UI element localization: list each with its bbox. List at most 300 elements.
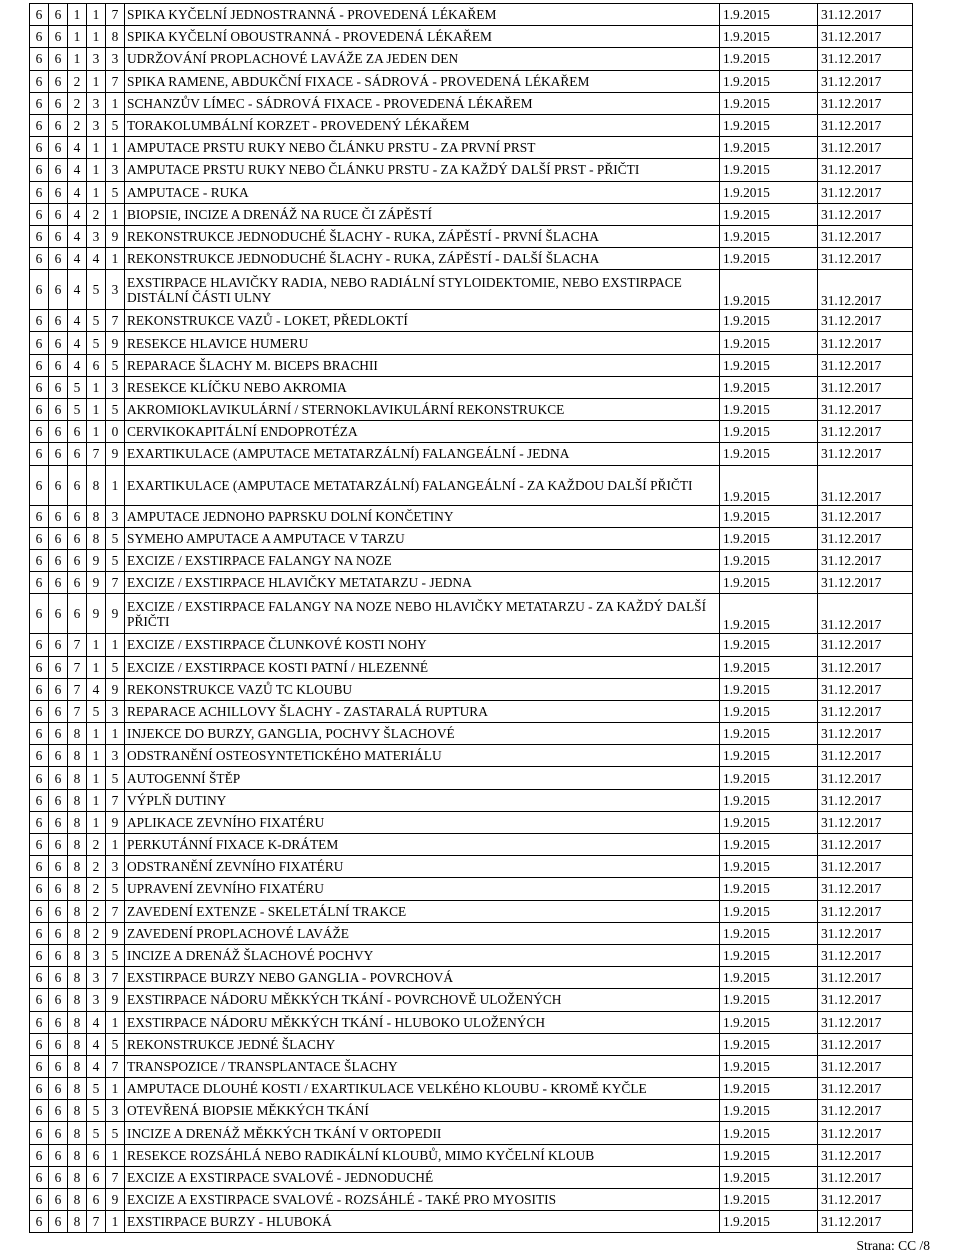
- table-row: [30, 723, 913, 745]
- code-digit-cell: 5: [106, 1122, 125, 1144]
- code-digit-cell: 6: [49, 159, 68, 181]
- valid-to-cell: 31.12.2017: [818, 137, 913, 159]
- code-digit-cell: 6: [30, 811, 49, 833]
- valid-from-cell: 1.9.2015: [720, 700, 818, 722]
- code-digit-cell: 4: [68, 181, 87, 203]
- code-digit-cell: 8: [68, 1166, 87, 1188]
- code-digit-cell: 3: [87, 92, 106, 114]
- code-digit-cell: 6: [30, 1189, 49, 1211]
- valid-to-cell: 31.12.2017: [818, 1078, 913, 1100]
- code-digit-cell: 2: [87, 922, 106, 944]
- procedure-name-cell: ZAVEDENÍ EXTENZE - SKELETÁLNÍ TRAKCE: [125, 900, 720, 922]
- code-digit-cell: 7: [106, 900, 125, 922]
- procedure-name-cell: RESEKCE KLÍČKU NEBO AKROMIA: [125, 376, 720, 398]
- procedure-name-cell: RESEKCE HLAVICE HUMERU: [125, 332, 720, 354]
- valid-to-cell: 31.12.2017: [818, 967, 913, 989]
- table-row: [30, 572, 913, 594]
- code-digit-cell: 6: [49, 594, 68, 634]
- code-digit-cell: 3: [106, 1100, 125, 1122]
- procedure-name-cell: EXCIZE A EXSTIRPACE SVALOVÉ - ROZSÁHLÉ - TAKÉ PRO MYOSITIS: [125, 1189, 720, 1211]
- valid-to-cell: 31.12.2017: [818, 944, 913, 966]
- valid-to-cell: 31.12.2017: [818, 443, 913, 465]
- code-digit-cell: 9: [87, 572, 106, 594]
- code-digit-cell: 1: [106, 1211, 125, 1233]
- code-digit-cell: 4: [87, 1011, 106, 1033]
- table-row: [30, 421, 913, 443]
- valid-from-cell: 1.9.2015: [720, 656, 818, 678]
- code-digit-cell: 6: [68, 443, 87, 465]
- code-digit-cell: 6: [30, 181, 49, 203]
- code-digit-cell: 6: [49, 811, 68, 833]
- table-row: [30, 225, 913, 247]
- valid-to-cell: 31.12.2017: [818, 789, 913, 811]
- code-digit-cell: 5: [106, 1033, 125, 1055]
- valid-from-cell: 1.9.2015: [720, 376, 818, 398]
- valid-from-cell: 1.9.2015: [720, 137, 818, 159]
- code-digit-cell: 6: [49, 70, 68, 92]
- code-digit-cell: 8: [68, 856, 87, 878]
- valid-to-cell: 31.12.2017: [818, 700, 913, 722]
- code-digit-cell: 1: [106, 465, 125, 505]
- valid-to-cell: 31.12.2017: [818, 856, 913, 878]
- code-digit-cell: 6: [68, 527, 87, 549]
- valid-from-cell: 1.9.2015: [720, 967, 818, 989]
- code-digit-cell: 2: [87, 878, 106, 900]
- table-row: [30, 505, 913, 527]
- code-digit-cell: 6: [87, 1166, 106, 1188]
- table-row: [30, 1144, 913, 1166]
- code-digit-cell: 9: [87, 549, 106, 571]
- code-digit-cell: 8: [68, 745, 87, 767]
- code-digit-cell: 6: [49, 944, 68, 966]
- page-number-label: Strana: CC /8: [856, 1238, 930, 1253]
- valid-to-cell: 31.12.2017: [818, 26, 913, 48]
- valid-to-cell: 31.12.2017: [818, 811, 913, 833]
- code-digit-cell: 6: [49, 1055, 68, 1077]
- procedure-name-cell: REKONSTRUKCE JEDNODUCHÉ ŠLACHY - RUKA, ZÁPĚSTÍ - DALŠÍ ŠLACHA: [125, 248, 720, 270]
- code-digit-cell: 5: [87, 1078, 106, 1100]
- code-digit-cell: 6: [30, 1011, 49, 1033]
- code-digit-cell: 6: [30, 1122, 49, 1144]
- code-digit-cell: 6: [68, 465, 87, 505]
- code-digit-cell: 6: [30, 137, 49, 159]
- code-digit-cell: 8: [68, 989, 87, 1011]
- table-row: [30, 181, 913, 203]
- procedure-name-cell: EXCIZE A EXSTIRPACE SVALOVÉ - JEDNODUCHÉ: [125, 1166, 720, 1188]
- valid-to-cell: 31.12.2017: [818, 70, 913, 92]
- procedure-name-cell: UPRAVENÍ ZEVNÍHO FIXATÉRU: [125, 878, 720, 900]
- valid-to-cell: 31.12.2017: [818, 594, 913, 634]
- valid-from-cell: 1.9.2015: [720, 1100, 818, 1122]
- procedure-name-cell: AMPUTACE - RUKA: [125, 181, 720, 203]
- code-digit-cell: 3: [87, 944, 106, 966]
- code-digit-cell: 8: [68, 811, 87, 833]
- code-digit-cell: 9: [106, 989, 125, 1011]
- code-digit-cell: 2: [68, 114, 87, 136]
- procedure-name-cell: AMPUTACE JEDNOHO PAPRSKU DOLNÍ KONČETINY: [125, 505, 720, 527]
- code-digit-cell: 7: [68, 700, 87, 722]
- valid-to-cell: 31.12.2017: [818, 181, 913, 203]
- code-digit-cell: 6: [30, 656, 49, 678]
- code-digit-cell: 6: [49, 48, 68, 70]
- code-digit-cell: 7: [68, 678, 87, 700]
- code-digit-cell: 2: [68, 92, 87, 114]
- code-digit-cell: 6: [30, 572, 49, 594]
- valid-to-cell: 31.12.2017: [818, 505, 913, 527]
- code-digit-cell: 6: [49, 203, 68, 225]
- code-digit-cell: 3: [106, 745, 125, 767]
- valid-from-cell: 1.9.2015: [720, 421, 818, 443]
- valid-from-cell: 1.9.2015: [720, 527, 818, 549]
- code-digit-cell: 6: [49, 4, 68, 26]
- valid-from-cell: 1.9.2015: [720, 572, 818, 594]
- table-row: [30, 549, 913, 571]
- procedure-name-cell: EXSTIRPACE HLAVIČKY RADIA, NEBO RADIÁLNÍ STYLOIDEKTOMIE, NEBO EXSTIRPACE DISTÁLNÍ ČÁSTI ULNY: [125, 270, 720, 310]
- table-row: [30, 48, 913, 70]
- code-digit-cell: 8: [106, 26, 125, 48]
- valid-to-cell: 31.12.2017: [818, 572, 913, 594]
- procedure-name-cell: ZAVEDENÍ PROPLACHOVÉ LAVÁŽE: [125, 922, 720, 944]
- code-digit-cell: 6: [30, 944, 49, 966]
- procedure-name-cell: AUTOGENNÍ ŠTĚP: [125, 767, 720, 789]
- procedure-name-cell: ODSTRANĚNÍ OSTEOSYNTETICKÉHO MATERIÁLU: [125, 745, 720, 767]
- code-digit-cell: 6: [30, 922, 49, 944]
- code-digit-cell: 6: [30, 1144, 49, 1166]
- code-digit-cell: 7: [106, 1055, 125, 1077]
- valid-to-cell: 31.12.2017: [818, 399, 913, 421]
- valid-from-cell: 1.9.2015: [720, 443, 818, 465]
- table-row: [30, 376, 913, 398]
- code-digit-cell: 6: [49, 505, 68, 527]
- valid-from-cell: 1.9.2015: [720, 310, 818, 332]
- procedure-name-cell: TORAKOLUMBÁLNÍ KORZET - PROVEDENÝ LÉKAŘEM: [125, 114, 720, 136]
- code-digit-cell: 1: [87, 159, 106, 181]
- code-digit-cell: 5: [68, 376, 87, 398]
- code-digit-cell: 7: [106, 789, 125, 811]
- code-digit-cell: 6: [30, 1211, 49, 1233]
- valid-from-cell: 1.9.2015: [720, 248, 818, 270]
- code-digit-cell: 8: [68, 1144, 87, 1166]
- code-digit-cell: 1: [87, 767, 106, 789]
- table-row: [30, 1166, 913, 1188]
- table-row: [30, 989, 913, 1011]
- table-row: [30, 767, 913, 789]
- procedure-name-cell: AKROMIOKLAVIKULÁRNÍ / STERNOKLAVIKULÁRNÍ REKONSTRUKCE: [125, 399, 720, 421]
- valid-to-cell: 31.12.2017: [818, 4, 913, 26]
- code-digit-cell: 9: [106, 1189, 125, 1211]
- code-digit-cell: 6: [30, 1166, 49, 1188]
- code-digit-cell: 8: [68, 1122, 87, 1144]
- code-digit-cell: 8: [68, 922, 87, 944]
- code-digit-cell: 5: [106, 527, 125, 549]
- code-digit-cell: 6: [30, 332, 49, 354]
- code-digit-cell: 3: [106, 700, 125, 722]
- procedure-name-cell: OTEVŘENÁ BIOPSIE MĚKKÝCH TKÁNÍ: [125, 1100, 720, 1122]
- procedure-name-cell: ODSTRANĚNÍ ZEVNÍHO FIXATÉRU: [125, 856, 720, 878]
- procedure-name-cell: EXSTIRPACE BURZY - HLUBOKÁ: [125, 1211, 720, 1233]
- code-digit-cell: 1: [106, 203, 125, 225]
- code-digit-cell: 1: [87, 181, 106, 203]
- code-digit-cell: 4: [87, 1033, 106, 1055]
- valid-to-cell: 31.12.2017: [818, 549, 913, 571]
- valid-from-cell: 1.9.2015: [720, 811, 818, 833]
- code-digit-cell: 7: [87, 1211, 106, 1233]
- valid-to-cell: 31.12.2017: [818, 376, 913, 398]
- procedure-name-cell: RESEKCE ROZSÁHLÁ NEBO RADIKÁLNÍ KLOUBŮ, MIMO KYČELNÍ KLOUB: [125, 1144, 720, 1166]
- code-digit-cell: 6: [30, 634, 49, 656]
- code-digit-cell: 1: [87, 634, 106, 656]
- table-row: [30, 878, 913, 900]
- valid-from-cell: 1.9.2015: [720, 465, 818, 505]
- code-digit-cell: 6: [49, 248, 68, 270]
- code-digit-cell: 6: [49, 900, 68, 922]
- code-digit-cell: 6: [30, 1100, 49, 1122]
- code-digit-cell: 5: [106, 878, 125, 900]
- procedure-code-table: [29, 3, 913, 1233]
- code-digit-cell: 1: [106, 1011, 125, 1033]
- code-digit-cell: 7: [106, 967, 125, 989]
- table-row: [30, 270, 913, 310]
- valid-to-cell: 31.12.2017: [818, 1100, 913, 1122]
- table-row: [30, 789, 913, 811]
- code-digit-cell: 1: [106, 92, 125, 114]
- code-digit-cell: 6: [30, 594, 49, 634]
- code-digit-cell: 9: [106, 443, 125, 465]
- valid-from-cell: 1.9.2015: [720, 505, 818, 527]
- code-digit-cell: 6: [49, 572, 68, 594]
- table-row: [30, 465, 913, 505]
- code-digit-cell: 9: [87, 594, 106, 634]
- valid-to-cell: 31.12.2017: [818, 527, 913, 549]
- code-digit-cell: 6: [30, 549, 49, 571]
- procedure-name-cell: SPIKA KYČELNÍ OBOUSTRANNÁ - PROVEDENÁ LÉKAŘEM: [125, 26, 720, 48]
- code-digit-cell: 4: [68, 248, 87, 270]
- table-row: [30, 1189, 913, 1211]
- code-digit-cell: 6: [68, 594, 87, 634]
- table-row: [30, 1100, 913, 1122]
- valid-to-cell: 31.12.2017: [818, 1055, 913, 1077]
- code-digit-cell: 8: [68, 1100, 87, 1122]
- code-digit-cell: 3: [106, 505, 125, 527]
- code-digit-cell: 5: [68, 399, 87, 421]
- code-digit-cell: 6: [49, 656, 68, 678]
- procedure-name-cell: INCIZE A DRENÁŽ MĚKKÝCH TKÁNÍ V ORTOPEDII: [125, 1122, 720, 1144]
- code-digit-cell: 6: [49, 354, 68, 376]
- code-digit-cell: 1: [87, 656, 106, 678]
- valid-from-cell: 1.9.2015: [720, 723, 818, 745]
- valid-to-cell: 31.12.2017: [818, 1211, 913, 1233]
- valid-from-cell: 1.9.2015: [720, 634, 818, 656]
- procedure-name-cell: TRANSPOZICE / TRANSPLANTACE ŠLACHY: [125, 1055, 720, 1077]
- code-digit-cell: 6: [49, 114, 68, 136]
- valid-from-cell: 1.9.2015: [720, 856, 818, 878]
- valid-from-cell: 1.9.2015: [720, 399, 818, 421]
- code-digit-cell: 6: [49, 1078, 68, 1100]
- code-digit-cell: 1: [87, 4, 106, 26]
- valid-from-cell: 1.9.2015: [720, 549, 818, 571]
- valid-from-cell: 1.9.2015: [720, 678, 818, 700]
- table-row: [30, 70, 913, 92]
- code-digit-cell: 6: [49, 989, 68, 1011]
- code-digit-cell: 5: [87, 270, 106, 310]
- valid-to-cell: 31.12.2017: [818, 900, 913, 922]
- code-digit-cell: 5: [106, 114, 125, 136]
- code-digit-cell: 6: [30, 878, 49, 900]
- valid-to-cell: 31.12.2017: [818, 656, 913, 678]
- valid-to-cell: 31.12.2017: [818, 678, 913, 700]
- code-digit-cell: 1: [87, 399, 106, 421]
- valid-from-cell: 1.9.2015: [720, 4, 818, 26]
- valid-from-cell: 1.9.2015: [720, 1166, 818, 1188]
- code-digit-cell: 5: [87, 1122, 106, 1144]
- valid-to-cell: 31.12.2017: [818, 834, 913, 856]
- code-digit-cell: 6: [49, 1211, 68, 1233]
- valid-to-cell: 31.12.2017: [818, 1033, 913, 1055]
- code-digit-cell: 6: [68, 421, 87, 443]
- valid-from-cell: 1.9.2015: [720, 92, 818, 114]
- code-digit-cell: 6: [30, 4, 49, 26]
- table-body: [30, 4, 913, 1233]
- valid-from-cell: 1.9.2015: [720, 354, 818, 376]
- code-digit-cell: 6: [30, 465, 49, 505]
- code-digit-cell: 8: [68, 967, 87, 989]
- code-digit-cell: 6: [49, 1122, 68, 1144]
- table-row: [30, 1211, 913, 1233]
- code-digit-cell: 8: [68, 944, 87, 966]
- table-row: [30, 594, 913, 634]
- code-digit-cell: 1: [87, 26, 106, 48]
- code-digit-cell: 3: [87, 989, 106, 1011]
- code-digit-cell: 1: [68, 26, 87, 48]
- code-digit-cell: 8: [68, 1211, 87, 1233]
- code-digit-cell: 6: [30, 203, 49, 225]
- procedure-name-cell: REKONSTRUKCE JEDNODUCHÉ ŠLACHY - RUKA, ZÁPĚSTÍ - PRVNÍ ŠLACHA: [125, 225, 720, 247]
- table-row: [30, 527, 913, 549]
- procedure-name-cell: AMPUTACE PRSTU RUKY NEBO ČLÁNKU PRSTU - ZA PRVNÍ PRST: [125, 137, 720, 159]
- valid-from-cell: 1.9.2015: [720, 1078, 818, 1100]
- code-digit-cell: 6: [30, 1078, 49, 1100]
- code-digit-cell: 9: [106, 922, 125, 944]
- code-digit-cell: 1: [87, 723, 106, 745]
- code-digit-cell: 5: [106, 767, 125, 789]
- procedure-name-cell: AMPUTACE PRSTU RUKY NEBO ČLÁNKU PRSTU - ZA KAŽDÝ DALŠÍ PRST - PŘIČTI: [125, 159, 720, 181]
- code-digit-cell: 4: [68, 354, 87, 376]
- code-digit-cell: 7: [106, 572, 125, 594]
- valid-from-cell: 1.9.2015: [720, 745, 818, 767]
- code-digit-cell: 6: [30, 505, 49, 527]
- procedure-name-cell: REPARACE ACHILLOVY ŠLACHY - ZASTARALÁ RUPTURA: [125, 700, 720, 722]
- code-digit-cell: 1: [87, 376, 106, 398]
- code-digit-cell: 1: [106, 1144, 125, 1166]
- table-row: [30, 92, 913, 114]
- valid-to-cell: 31.12.2017: [818, 114, 913, 136]
- code-digit-cell: 6: [30, 900, 49, 922]
- procedure-name-cell: APLIKACE ZEVNÍHO FIXATÉRU: [125, 811, 720, 833]
- code-digit-cell: 6: [87, 354, 106, 376]
- valid-from-cell: 1.9.2015: [720, 1055, 818, 1077]
- code-digit-cell: 8: [68, 1033, 87, 1055]
- code-digit-cell: 4: [68, 203, 87, 225]
- valid-to-cell: 31.12.2017: [818, 354, 913, 376]
- procedure-name-cell: INJEKCE DO BURZY, GANGLIA, POCHVY ŠLACHOVÉ: [125, 723, 720, 745]
- procedure-name-cell: SPIKA RAMENE, ABDUKČNÍ FIXACE - SÁDROVÁ - PROVEDENÁ LÉKAŘEM: [125, 70, 720, 92]
- code-digit-cell: 9: [106, 811, 125, 833]
- valid-from-cell: 1.9.2015: [720, 270, 818, 310]
- code-digit-cell: 2: [87, 203, 106, 225]
- valid-from-cell: 1.9.2015: [720, 48, 818, 70]
- code-digit-cell: 1: [106, 137, 125, 159]
- code-digit-cell: 6: [30, 310, 49, 332]
- code-digit-cell: 3: [87, 967, 106, 989]
- code-digit-cell: 1: [87, 789, 106, 811]
- table-row: [30, 678, 913, 700]
- code-digit-cell: 7: [68, 656, 87, 678]
- code-digit-cell: 6: [30, 834, 49, 856]
- procedure-name-cell: REKONSTRUKCE VAZŮ - LOKET, PŘEDLOKTÍ: [125, 310, 720, 332]
- procedure-name-cell: REPARACE ŠLACHY M. BICEPS BRACHII: [125, 354, 720, 376]
- code-digit-cell: 3: [106, 48, 125, 70]
- code-digit-cell: 6: [30, 48, 49, 70]
- valid-to-cell: 31.12.2017: [818, 1011, 913, 1033]
- code-digit-cell: 3: [106, 376, 125, 398]
- code-digit-cell: 8: [68, 1011, 87, 1033]
- valid-from-cell: 1.9.2015: [720, 1011, 818, 1033]
- code-digit-cell: 6: [30, 92, 49, 114]
- code-digit-cell: 6: [49, 1166, 68, 1188]
- code-digit-cell: 6: [30, 527, 49, 549]
- table-row: [30, 1122, 913, 1144]
- table-row: [30, 656, 913, 678]
- code-digit-cell: 6: [30, 248, 49, 270]
- valid-to-cell: 31.12.2017: [818, 248, 913, 270]
- code-digit-cell: 4: [68, 159, 87, 181]
- code-digit-cell: 3: [87, 114, 106, 136]
- table-row: [30, 203, 913, 225]
- code-digit-cell: 7: [106, 310, 125, 332]
- code-digit-cell: 6: [30, 26, 49, 48]
- valid-to-cell: 31.12.2017: [818, 332, 913, 354]
- code-digit-cell: 8: [68, 767, 87, 789]
- procedure-name-cell: EXSTIRPACE NÁDORU MĚKKÝCH TKÁNÍ - POVRCHOVĚ ULOŽENÝCH: [125, 989, 720, 1011]
- code-digit-cell: 9: [106, 678, 125, 700]
- code-digit-cell: 5: [106, 549, 125, 571]
- code-digit-cell: 1: [106, 1078, 125, 1100]
- table-row: [30, 900, 913, 922]
- procedure-name-cell: REKONSTRUKCE JEDNÉ ŠLACHY: [125, 1033, 720, 1055]
- code-digit-cell: 6: [30, 1033, 49, 1055]
- table-row: [30, 248, 913, 270]
- table-row: [30, 967, 913, 989]
- code-digit-cell: 1: [87, 137, 106, 159]
- valid-from-cell: 1.9.2015: [720, 114, 818, 136]
- code-digit-cell: 6: [49, 181, 68, 203]
- code-digit-cell: 4: [68, 225, 87, 247]
- code-digit-cell: 3: [87, 225, 106, 247]
- valid-to-cell: 31.12.2017: [818, 745, 913, 767]
- code-digit-cell: 6: [49, 310, 68, 332]
- table-row: [30, 159, 913, 181]
- procedure-name-cell: SPIKA KYČELNÍ JEDNOSTRANNÁ - PROVEDENÁ LÉKAŘEM: [125, 4, 720, 26]
- code-digit-cell: 6: [49, 700, 68, 722]
- code-digit-cell: 6: [30, 856, 49, 878]
- valid-to-cell: 31.12.2017: [818, 310, 913, 332]
- code-digit-cell: 3: [106, 270, 125, 310]
- code-digit-cell: 5: [106, 944, 125, 966]
- table-row: [30, 137, 913, 159]
- code-digit-cell: 4: [68, 332, 87, 354]
- code-digit-cell: 6: [49, 834, 68, 856]
- valid-to-cell: 31.12.2017: [818, 1166, 913, 1188]
